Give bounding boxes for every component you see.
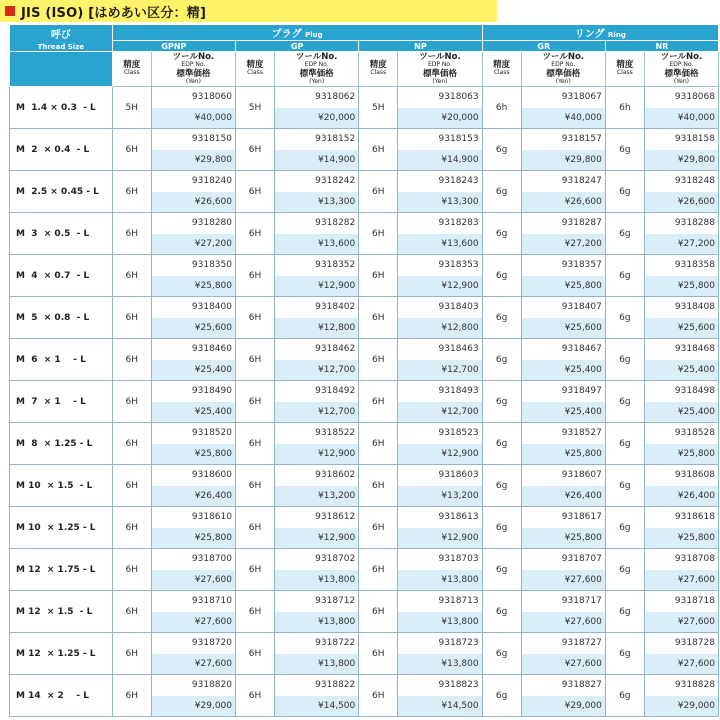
edp-number-cell: 9318463 xyxy=(398,339,482,360)
class-cell: 6g xyxy=(482,465,521,507)
thread-size-cell: M 12 × 1.75 - L xyxy=(10,549,113,591)
page-title: JIS (ISO) [はめあい区分：精] xyxy=(21,5,207,21)
price-cell: ¥12,800 xyxy=(398,318,482,339)
class-cell: 6H xyxy=(112,423,151,465)
edp-number-cell: 9318243 xyxy=(398,171,482,192)
thread-size-cell: M 14 × 2 - L xyxy=(10,675,113,717)
price-cell: ¥26,400 xyxy=(521,486,605,507)
price-cell: ¥25,400 xyxy=(644,360,718,381)
table-row xyxy=(10,549,719,570)
price-cell: ¥12,900 xyxy=(398,444,482,465)
edp-number-cell: 9318603 xyxy=(398,465,482,486)
class-cell: 6g xyxy=(605,675,644,717)
class-cell: 6H xyxy=(112,213,151,255)
price-cell: ¥25,800 xyxy=(521,528,605,549)
class-cell: 5H xyxy=(359,87,398,129)
table-row xyxy=(10,87,719,108)
price-cell: ¥25,800 xyxy=(151,444,235,465)
edp-number-cell: 9318498 xyxy=(644,381,718,402)
class-header: 精度 Class xyxy=(236,52,275,87)
price-cell: ¥27,200 xyxy=(644,234,718,255)
class-cell: 6H xyxy=(112,171,151,213)
edp-number-cell: 9318823 xyxy=(398,675,482,696)
thread-size-cell: M 12 × 1.5 - L xyxy=(10,591,113,633)
table-row xyxy=(10,423,719,444)
table-row xyxy=(10,633,719,654)
price-cell: ¥12,700 xyxy=(275,360,359,381)
edp-number-cell: 9318158 xyxy=(644,129,718,150)
class-cell: 6H xyxy=(236,381,275,423)
price-cell: ¥26,600 xyxy=(644,192,718,213)
class-cell: 6H xyxy=(359,339,398,381)
price-cell: ¥13,300 xyxy=(275,192,359,213)
class-cell: 6H xyxy=(112,297,151,339)
edp-number-cell: 9318240 xyxy=(151,171,235,192)
price-cell: ¥27,600 xyxy=(521,570,605,591)
price-cell: ¥25,400 xyxy=(644,402,718,423)
price-cell: ¥27,600 xyxy=(644,570,718,591)
column-header-gp: GP xyxy=(236,41,359,52)
edp-number-cell: 9318610 xyxy=(151,507,235,528)
class-cell: 6H xyxy=(236,507,275,549)
class-cell: 6H xyxy=(359,297,398,339)
edp-number-cell: 9318700 xyxy=(151,549,235,570)
class-cell: 6H xyxy=(112,549,151,591)
price-cell: ¥29,000 xyxy=(151,696,235,717)
price-cell: ¥12,900 xyxy=(398,528,482,549)
class-cell: 6g xyxy=(482,213,521,255)
tool-price-header: ツールNo. EDP No. 標準価格 (Yen) xyxy=(398,52,482,87)
class-cell: 6h xyxy=(605,87,644,129)
column-header-gpnp: GPNP xyxy=(112,41,235,52)
price-cell: ¥29,800 xyxy=(151,150,235,171)
edp-number-cell: 9318710 xyxy=(151,591,235,612)
price-cell: ¥25,400 xyxy=(151,360,235,381)
thread-size-header-spacer xyxy=(10,52,113,87)
tool-price-header: ツールNo. EDP No. 標準価格 (Yen) xyxy=(644,52,718,87)
title-bar xyxy=(0,0,497,22)
price-cell: ¥14,900 xyxy=(398,150,482,171)
class-cell: 6H xyxy=(112,381,151,423)
edp-number-cell: 9318248 xyxy=(644,171,718,192)
class-cell: 6g xyxy=(482,129,521,171)
table-body xyxy=(10,87,719,717)
edp-number-cell: 9318353 xyxy=(398,255,482,276)
edp-number-cell: 9318282 xyxy=(275,213,359,234)
price-cell: ¥13,200 xyxy=(275,486,359,507)
edp-number-cell: 9318712 xyxy=(275,591,359,612)
plug-group-header: プラグ Plug xyxy=(112,25,482,41)
class-cell: 6H xyxy=(359,381,398,423)
price-cell: ¥12,900 xyxy=(275,528,359,549)
price-cell: ¥27,600 xyxy=(151,654,235,675)
price-cell: ¥29,800 xyxy=(644,150,718,171)
price-cell: ¥25,800 xyxy=(521,444,605,465)
class-header: 精度 Class xyxy=(112,52,151,87)
class-cell: 6H xyxy=(359,423,398,465)
price-cell: ¥20,000 xyxy=(275,108,359,129)
class-cell: 6H xyxy=(112,255,151,297)
class-cell: 6H xyxy=(236,633,275,675)
class-cell: 5H xyxy=(112,87,151,129)
price-cell: ¥14,900 xyxy=(275,150,359,171)
class-cell: 6H xyxy=(112,129,151,171)
edp-number-cell: 9318727 xyxy=(521,633,605,654)
price-cell: ¥13,300 xyxy=(398,192,482,213)
edp-number-cell: 9318492 xyxy=(275,381,359,402)
thread-size-cell: M 2 × 0.4 - L xyxy=(10,129,113,171)
edp-number-cell: 9318528 xyxy=(644,423,718,444)
class-cell: 6g xyxy=(605,255,644,297)
price-cell: ¥25,400 xyxy=(521,402,605,423)
class-cell: 6H xyxy=(236,129,275,171)
edp-number-cell: 9318153 xyxy=(398,129,482,150)
ring-group-header: リング Ring xyxy=(482,25,718,41)
edp-number-cell: 9318523 xyxy=(398,423,482,444)
class-cell: 6H xyxy=(236,465,275,507)
class-cell: 6H xyxy=(236,591,275,633)
table-row xyxy=(10,213,719,234)
price-cell: ¥25,800 xyxy=(151,528,235,549)
price-cell: ¥27,200 xyxy=(521,234,605,255)
edp-number-cell: 9318402 xyxy=(275,297,359,318)
edp-number-cell: 9318408 xyxy=(644,297,718,318)
edp-number-cell: 9318067 xyxy=(521,87,605,108)
edp-number-cell: 9318717 xyxy=(521,591,605,612)
table-row xyxy=(10,591,719,612)
edp-number-cell: 9318358 xyxy=(644,255,718,276)
table-row xyxy=(10,129,719,150)
thread-size-cell: M 6 × 1 - L xyxy=(10,339,113,381)
column-header-gr: GR xyxy=(482,41,605,52)
edp-number-cell: 9318357 xyxy=(521,255,605,276)
class-cell: 6H xyxy=(236,675,275,717)
edp-number-cell: 9318490 xyxy=(151,381,235,402)
price-cell: ¥12,700 xyxy=(398,360,482,381)
edp-number-cell: 9318350 xyxy=(151,255,235,276)
class-cell: 6H xyxy=(236,213,275,255)
edp-number-cell: 9318708 xyxy=(644,549,718,570)
class-cell: 6g xyxy=(482,255,521,297)
price-cell: ¥13,800 xyxy=(398,654,482,675)
edp-number-cell: 9318468 xyxy=(644,339,718,360)
edp-number-cell: 9318493 xyxy=(398,381,482,402)
price-cell: ¥40,000 xyxy=(521,108,605,129)
class-cell: 6h xyxy=(482,87,521,129)
edp-number-cell: 9318060 xyxy=(151,87,235,108)
class-cell: 6H xyxy=(112,507,151,549)
class-cell: 6H xyxy=(112,591,151,633)
edp-number-cell: 9318602 xyxy=(275,465,359,486)
edp-number-cell: 9318720 xyxy=(151,633,235,654)
class-cell: 5H xyxy=(236,87,275,129)
class-cell: 6H xyxy=(359,549,398,591)
price-cell: ¥25,800 xyxy=(151,276,235,297)
edp-number-cell: 9318707 xyxy=(521,549,605,570)
price-cell: ¥26,400 xyxy=(644,486,718,507)
edp-number-cell: 9318527 xyxy=(521,423,605,444)
class-cell: 6H xyxy=(359,129,398,171)
edp-number-cell: 9318460 xyxy=(151,339,235,360)
price-cell: ¥12,900 xyxy=(275,444,359,465)
price-cell: ¥12,800 xyxy=(275,318,359,339)
class-cell: 6g xyxy=(482,423,521,465)
edp-number-cell: 9318702 xyxy=(275,549,359,570)
price-cell: ¥29,800 xyxy=(521,150,605,171)
edp-number-cell: 9318287 xyxy=(521,213,605,234)
edp-number-cell: 9318407 xyxy=(521,297,605,318)
table-row xyxy=(10,507,719,528)
edp-number-cell: 9318068 xyxy=(644,87,718,108)
class-cell: 6H xyxy=(359,591,398,633)
price-cell: ¥14,500 xyxy=(398,696,482,717)
price-cell: ¥13,800 xyxy=(275,612,359,633)
price-cell: ¥26,600 xyxy=(151,192,235,213)
price-cell: ¥27,600 xyxy=(644,612,718,633)
price-cell: ¥25,800 xyxy=(521,276,605,297)
price-cell: ¥25,600 xyxy=(644,318,718,339)
edp-number-cell: 9318820 xyxy=(151,675,235,696)
price-cell: ¥13,800 xyxy=(275,570,359,591)
class-cell: 6g xyxy=(605,591,644,633)
edp-number-cell: 9318600 xyxy=(151,465,235,486)
price-cell: ¥27,600 xyxy=(644,654,718,675)
class-cell: 6H xyxy=(359,171,398,213)
class-cell: 6H xyxy=(112,339,151,381)
price-cell: ¥29,000 xyxy=(521,696,605,717)
edp-number-cell: 9318280 xyxy=(151,213,235,234)
class-cell: 6g xyxy=(605,549,644,591)
thread-size-header: 呼び Thread Size xyxy=(10,25,113,52)
class-cell: 6H xyxy=(236,339,275,381)
table-row xyxy=(10,255,719,276)
price-cell: ¥13,800 xyxy=(275,654,359,675)
class-cell: 6g xyxy=(605,507,644,549)
class-cell: 6H xyxy=(112,465,151,507)
edp-number-cell: 9318062 xyxy=(275,87,359,108)
edp-number-cell: 9318063 xyxy=(398,87,482,108)
price-cell: ¥40,000 xyxy=(644,108,718,129)
class-cell: 6g xyxy=(482,591,521,633)
class-cell: 6H xyxy=(359,507,398,549)
class-cell: 6g xyxy=(482,633,521,675)
price-cell: ¥12,900 xyxy=(398,276,482,297)
title-marker-icon xyxy=(5,6,15,16)
thread-size-cell: M 5 × 0.8 - L xyxy=(10,297,113,339)
edp-number-cell: 9318612 xyxy=(275,507,359,528)
edp-number-cell: 9318520 xyxy=(151,423,235,444)
edp-number-cell: 9318607 xyxy=(521,465,605,486)
table-row xyxy=(10,171,719,192)
edp-number-cell: 9318618 xyxy=(644,507,718,528)
tool-price-header: ツールNo. EDP No. 標準価格 (Yen) xyxy=(521,52,605,87)
thread-size-cell: M 4 × 0.7 - L xyxy=(10,255,113,297)
class-cell: 6H xyxy=(112,675,151,717)
class-cell: 6H xyxy=(236,423,275,465)
price-cell: ¥12,700 xyxy=(398,402,482,423)
price-cell: ¥27,600 xyxy=(151,570,235,591)
price-cell: ¥12,900 xyxy=(275,276,359,297)
edp-number-cell: 9318150 xyxy=(151,129,235,150)
class-cell: 6g xyxy=(605,423,644,465)
class-cell: 6g xyxy=(605,213,644,255)
class-cell: 6H xyxy=(236,255,275,297)
price-cell: ¥26,400 xyxy=(151,486,235,507)
thread-size-cell: M 3 × 0.5 - L xyxy=(10,213,113,255)
edp-number-cell: 9318352 xyxy=(275,255,359,276)
price-cell: ¥26,600 xyxy=(521,192,605,213)
price-cell: ¥13,800 xyxy=(398,612,482,633)
class-header: 精度 Class xyxy=(359,52,398,87)
price-cell: ¥25,800 xyxy=(644,528,718,549)
thread-size-cell: M 10 × 1.5 - L xyxy=(10,465,113,507)
class-cell: 6H xyxy=(236,297,275,339)
edp-number-cell: 9318400 xyxy=(151,297,235,318)
class-header: 精度 Class xyxy=(605,52,644,87)
price-cell: ¥13,600 xyxy=(275,234,359,255)
table-row xyxy=(10,675,719,696)
class-cell: 6g xyxy=(482,549,521,591)
edp-number-cell: 9318157 xyxy=(521,129,605,150)
class-cell: 6g xyxy=(482,381,521,423)
price-cell: ¥25,600 xyxy=(521,318,605,339)
edp-number-cell: 9318467 xyxy=(521,339,605,360)
price-cell: ¥27,600 xyxy=(521,612,605,633)
edp-number-cell: 9318827 xyxy=(521,675,605,696)
class-cell: 6g xyxy=(482,507,521,549)
price-cell: ¥27,600 xyxy=(151,612,235,633)
class-cell: 6g xyxy=(605,297,644,339)
table-row xyxy=(10,381,719,402)
edp-number-cell: 9318722 xyxy=(275,633,359,654)
thread-size-cell: M 2.5 × 0.45 - L xyxy=(10,171,113,213)
class-cell: 6H xyxy=(359,465,398,507)
class-cell: 6H xyxy=(359,633,398,675)
edp-number-cell: 9318522 xyxy=(275,423,359,444)
thread-size-cell: M 7 × 1 - L xyxy=(10,381,113,423)
edp-number-cell: 9318703 xyxy=(398,549,482,570)
class-cell: 6H xyxy=(236,171,275,213)
edp-number-cell: 9318613 xyxy=(398,507,482,528)
class-cell: 6g xyxy=(482,171,521,213)
edp-number-cell: 9318718 xyxy=(644,591,718,612)
class-cell: 6g xyxy=(482,297,521,339)
price-cell: ¥27,200 xyxy=(151,234,235,255)
price-cell: ¥20,000 xyxy=(398,108,482,129)
column-header-np: NP xyxy=(359,41,482,52)
edp-number-cell: 9318728 xyxy=(644,633,718,654)
thread-size-cell: M 10 × 1.25 - L xyxy=(10,507,113,549)
price-cell: ¥29,000 xyxy=(644,696,718,717)
edp-number-cell: 9318822 xyxy=(275,675,359,696)
edp-number-cell: 9318152 xyxy=(275,129,359,150)
edp-number-cell: 9318403 xyxy=(398,297,482,318)
price-cell: ¥25,800 xyxy=(644,444,718,465)
edp-number-cell: 9318723 xyxy=(398,633,482,654)
price-cell: ¥25,800 xyxy=(644,276,718,297)
edp-number-cell: 9318617 xyxy=(521,507,605,528)
price-cell: ¥25,400 xyxy=(521,360,605,381)
class-cell: 6H xyxy=(359,675,398,717)
edp-number-cell: 9318242 xyxy=(275,171,359,192)
edp-number-cell: 9318713 xyxy=(398,591,482,612)
subheader-row xyxy=(10,52,719,87)
edp-number-cell: 9318462 xyxy=(275,339,359,360)
column-header-nr: NR xyxy=(605,41,718,52)
table-row xyxy=(10,297,719,318)
class-cell: 6H xyxy=(112,633,151,675)
class-cell: 6g xyxy=(605,129,644,171)
edp-number-cell: 9318497 xyxy=(521,381,605,402)
class-cell: 6g xyxy=(482,339,521,381)
price-cell: ¥25,600 xyxy=(151,318,235,339)
class-header: 精度 Class xyxy=(482,52,521,87)
thread-size-cell: M 8 × 1.25 - L xyxy=(10,423,113,465)
edp-number-cell: 9318828 xyxy=(644,675,718,696)
thread-size-cell: M 12 × 1.25 - L xyxy=(10,633,113,675)
table-row xyxy=(10,465,719,486)
class-cell: 6g xyxy=(605,381,644,423)
tool-price-header: ツールNo. EDP No. 標準価格 (Yen) xyxy=(275,52,359,87)
table-row xyxy=(10,339,719,360)
class-cell: 6H xyxy=(359,255,398,297)
price-cell: ¥12,700 xyxy=(275,402,359,423)
class-cell: 6H xyxy=(359,213,398,255)
class-cell: 6g xyxy=(605,465,644,507)
price-cell: ¥25,400 xyxy=(151,402,235,423)
price-cell: ¥13,200 xyxy=(398,486,482,507)
edp-number-cell: 9318288 xyxy=(644,213,718,234)
class-cell: 6g xyxy=(482,675,521,717)
edp-number-cell: 9318247 xyxy=(521,171,605,192)
thread-size-cell: M 1.4 × 0.3 - L xyxy=(10,87,113,129)
class-cell: 6H xyxy=(236,549,275,591)
edp-number-cell: 9318283 xyxy=(398,213,482,234)
class-cell: 6g xyxy=(605,171,644,213)
thread-gauge-table xyxy=(9,24,719,717)
price-cell: ¥14,500 xyxy=(275,696,359,717)
class-cell: 6g xyxy=(605,633,644,675)
price-cell: ¥13,800 xyxy=(398,570,482,591)
class-cell: 6g xyxy=(605,339,644,381)
price-cell: ¥27,600 xyxy=(521,654,605,675)
tool-price-header: ツールNo. EDP No. 標準価格 (Yen) xyxy=(151,52,235,87)
price-cell: ¥40,000 xyxy=(151,108,235,129)
edp-number-cell: 9318608 xyxy=(644,465,718,486)
price-cell: ¥13,600 xyxy=(398,234,482,255)
